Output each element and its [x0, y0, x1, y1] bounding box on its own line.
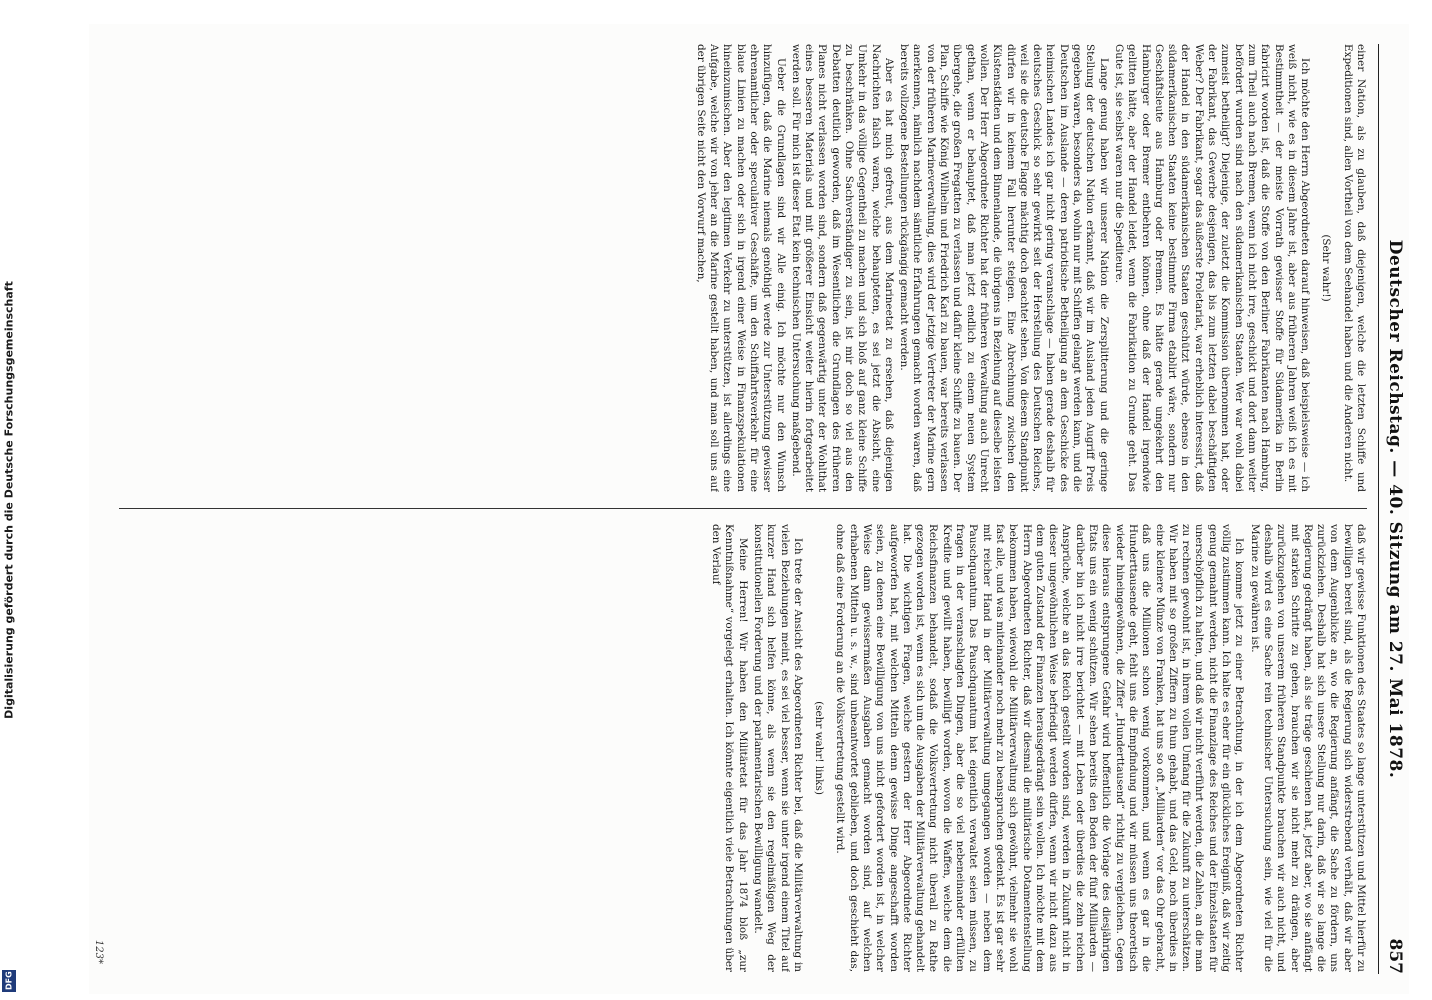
funding-credit-text: Digitalisierung gefördert durch die Deutsche Forschungsgemeinschaft [2, 281, 16, 719]
column-divider [119, 508, 1367, 509]
paragraph: daß wir gewisse Funktionen des Staates so lange unterstützen und Mittel hierfür zu bewilligen bereit sind, als die Regierung sich widerstrebend verhält, daß wir aber von dem Augenblicke an, wo die Regierung anfängt, die Sache zu fördern, uns zurückziehen. Deshalb hat sich unsere Stellung nur darin, daß wir so lange die Regierung gedrängt haben, als sie träge geschienen hat, jetzt aber, wo sie anfängt mit starken Schritte zu gehen, brauchen wir sie nicht mehr zu drängen, aber zurückzugehen von unserem früheren Standpunkte brauchen wir auch nicht, und deshalb wird es eine Sache rein technischer Untersuchung sein, wie viel für die Marine zu gewähren ist. [1248, 524, 1367, 972]
interjection: (Sehr wahr!) [1320, 234, 1333, 302]
paragraph: einer Nation, als zu glauben, daß diejenigen, welche die letzten Schiffe und Expeditionen sind, allen Vortheil von dem Seehandel haben und die Anderen nicht. [1341, 44, 1367, 492]
sidebar-attribution [0, 0, 18, 1000]
sheet-signature: 123* [93, 939, 104, 964]
document-page [89, 24, 1409, 994]
paragraph: Lange genug haben wir unserer Nation die Zersplitterung und die geringe Stellung der deutschen Nation erkannt, daß wir im Ausland jeden Augriff Preis gegeben waren, besonders da, wohin nur mit Schiffen gelangt werden kann, und die Deutschen im Auslande — deren patriotische Betheiligung an dem Geschicke des heimischen Landes ich gar nicht gering veranschlage — haben gerade deshalb für deutsches Geschick so sehr gewirkt seit der Herstellung des Deutschen Reiches, weil sie die deutsche Flagge mächtig doch geachtet sehen. Von diesem Standpunkt dürfen wir in keinem Fall herunter steigen. Eine Abrechnung zwischen den Küstenstädten und dem Binnenlande, die übrigens in Beziehung auf dieselbe leisten wollen. Der Herr Abgeordnete Richter hat der früheren Verwaltung auch Unrecht gethan, wenn er behauptet, daß man jetzt endlich zu einem neuen System übergehe, die großen Fregatten zu verlassen und dafür kleine Schiffe zu bauen. Der Plan, Schiffe wie König Wilhelm und Friedrich Karl zu bauen, war bereits verlassen von der früheren Marineverwaltung, dies wird der jetzige Vertreter der Marine gern anerkennen, nämlich nachdem sämtliche Erfahrungen gemacht worden waren, daß bereits vollzogene Bestellungen rückgängig gemacht werden. [898, 44, 1110, 492]
page-number: 857 [1385, 938, 1405, 974]
paragraph: Ueber die Grundlagen sind wir Alle einig. Ich möchte nur den Wunsch hinzufügen, daß die Marine niemals genöthigt werde zur Unterstützung gewisser ehrenamtlicher oder speculativer Geschäfte, um den Schiffahrtsverkehr für eine blaue Linien zu machen oder sich in irgend einer Weise in Finanzspekulationen hineinzumischen. Aber den legitimen Verkehr zu unterstützen, ist allerdings eine Aufgabe, welche wir von jeher an die Marine gestellt haben, und man soll uns auf der übrigen Seite nicht den Vorwurf machen, [694, 44, 787, 492]
paragraph: Ich komme jetzt zu einer Betrachtung, in der ich dem Abgeordneten Richter völlig zustimmen kann. Ich halte es eher für ein glückliches Ereigniß, daß wir zeitig genug gemahnt werden, nicht die Finanzlage des Reiches und der Einzelstaaten für unerschöpflich zu halten, und daß wir nicht verführt werden, die Zahlen, an die man zu rechnen gewohnt ist, in ihrem vollen Umfang für die Zukunft zu unterschätzen. Wir haben mit so großen Ziffern zu thun gehabt, und das Geld, noch überdies in eine kleinere Münze von Franken, hat uns so oft „Milliarden“ vor das Ohr gebracht, daß uns die Millionen schon wenig vorkommen, und wenn es gar in die Hunderttausende geht, fehlt uns die Empfindung und wir müssen uns theoretisch wieder hineingewöhnen, die Ziffer „Hunderttausend“ richtig zu vergleichen. Gegen diese hieraus entsprungene Gefahr wird hoffentlich die Vorlage des diesjährigen Etats uns ein wenig schützen. Wir sehen bereits den Boden der fünf Milliarden — darüber bin ich nicht irre berichtet — mit Leben oder überdies die zehn reichen Ansprüche, welche an das Reich gestellt worden sind, werden in Zukunft nicht in dieser ungewöhnlichen Weise befriedigt werden dürfen, wenn wir nicht dazu aus dem guten Zustand der Finanzen herausgedrängt sein wollen. Ich möchte mit dem Herrn Abgeordneten Richter, daß wir diesmal die militärische Dotamentenstellung bekommen haben, wiewohl die Militärverwaltung sich gewöhnt, vielmehr sie wohl fast alle, und was miteinander noch mehr zu beanspruchen gedenkt. Es ist gar sehr mit reicher Hand in der Militärverwaltung umgegangen worden — neben dem Pauschquantum. Das Pauschquantum hat eigentlich verwaltet seien müssen, zu fragen in der veranschlagten Dingen, aber die so viel nebeneinander erfüllten Kredite und gewillt haben, bewilligt worden, wovon die Waffen, welche dem die Reichsfinanzen behandelt, sodaß die Volksvertretung nicht überall zu Rathe gezogen worden ist, wenn es sich um die Ausgaben der Militärverwaltung gehandelt hat. Die wichtigen Fragen, welche gestern der Herr Abgeordnete Richter aufgeworfen hat, mit welchen Mitteln denn gewisse Dinge angeschafft worden seien, zu denen eine Bewilligung von uns nicht gefordert worden ist, in welcher Weise dann gewissermaßen Ausgaben gemacht worden sind, auf welchen erhabenen Mitteln u. s. w., sind unbeantwortet geblieben, und doch geschieht das, ohne daß eine Forderung an die Volksvertretung gestellt wird. [834, 524, 1246, 972]
page-title: Deutscher Reichstag. — 40. Sitzung am 27. Mai 1878. [1385, 239, 1405, 779]
paragraph: Aber es hat mich gefreut, aus dem Marineetat zu ersehen, daß diejenigen Nachrichten falsch waren, welche behaupteten, es sei jetzt die Absicht, eine Umkehr in das völlige Gegentheil zu machen und sich bloß auf ganz kleine Schiffe zu beschränken. Ohne Sachverständiger zu sein, ist mir doch so viel aus den Debatten deutlich geworden, daß im Wesentlichen die Grundlagen des früheren Planes nicht verlassen worden sind, sondern daß gegenwärtig unter der Wohlthat eines besseren Materials und mit größerer Einsicht weiter hierin fortgearbeitet werden soll. Für mich ist dieser Etat kein technischen Untersuchung maßgebend. [789, 44, 895, 492]
left-text-column [115, 44, 1367, 492]
paragraph: Ich trete der Ansicht des Abgeordneten Richter bei, daß die Militärverwaltung in vielen Beziehungen meint, es sei viel besser, wenn sie unter irgend einem Titel auf kurzer Hand sich helfen könne, als wenn sie den regelmäßigen Weg der konstitutionellen Forderung und der parlamentarischen Bewilligung wandelt. [751, 524, 804, 972]
interjection: (sehr wahr! links) [813, 701, 826, 795]
page-header [1378, 44, 1409, 974]
paragraph: Ich möchte den Herrn Abgeordneten darauf hinweisen, daß beispielsweise — ich weiß nicht, wie es in diesem Jahre ist, aber aus früheren Jahren weiß ich es mit Bestimmtheit — der meiste Vorrath gewisser Stoffe für Südamerika in Berlin fabricirt worden ist, daß die Stoffe von den Berliner Fabrikanten nach Hamburg, zum Theil auch nach Bremen, wenn ich nicht irre, geschickt und dort dann weiter befördert wurden sind nach den südamerikanischen Staaten. Wer war wohl dabei zumeist betheiligt? Diejenige, der zuletzt die Kommission übernommen hat, oder der Fabrikant, das Gewerbe desjenigen, das bis zum letzten dabei beschäftigten Weber? Der Fabrikant, sogar das äußerste Proletariat, war erheblich interessirt, daß der Handel in den südamerikanischen Staaten geschützt würde, ebenso in den südamerikanischen Staaten keine bestimmte Firma etablirt wäre, sondern nur Geschäftsleute aus Hamburg oder Bremen. Es hätte gerade umgekehrt den Hamburger oder Bremer entbehren können, ohne daß der Handel irgendwie gelitten hätte, aber der Handel leidet, wenn die Fabrikation zu Grunde geht. Das Gute ist, sie selbst waren nur die Spediteure. [1112, 44, 1312, 492]
dfg-logo-icon: DFG [2, 970, 16, 992]
right-text-column [115, 524, 1367, 972]
paragraph: Meine Herren! Wir haben den Militäretat für das Jahr 1874 bloß „zur Kenntnißnahme“ vorgelegt erhalten. Ich könnte eigentlich viele Betrachtungen über den Verlauf [710, 524, 749, 972]
